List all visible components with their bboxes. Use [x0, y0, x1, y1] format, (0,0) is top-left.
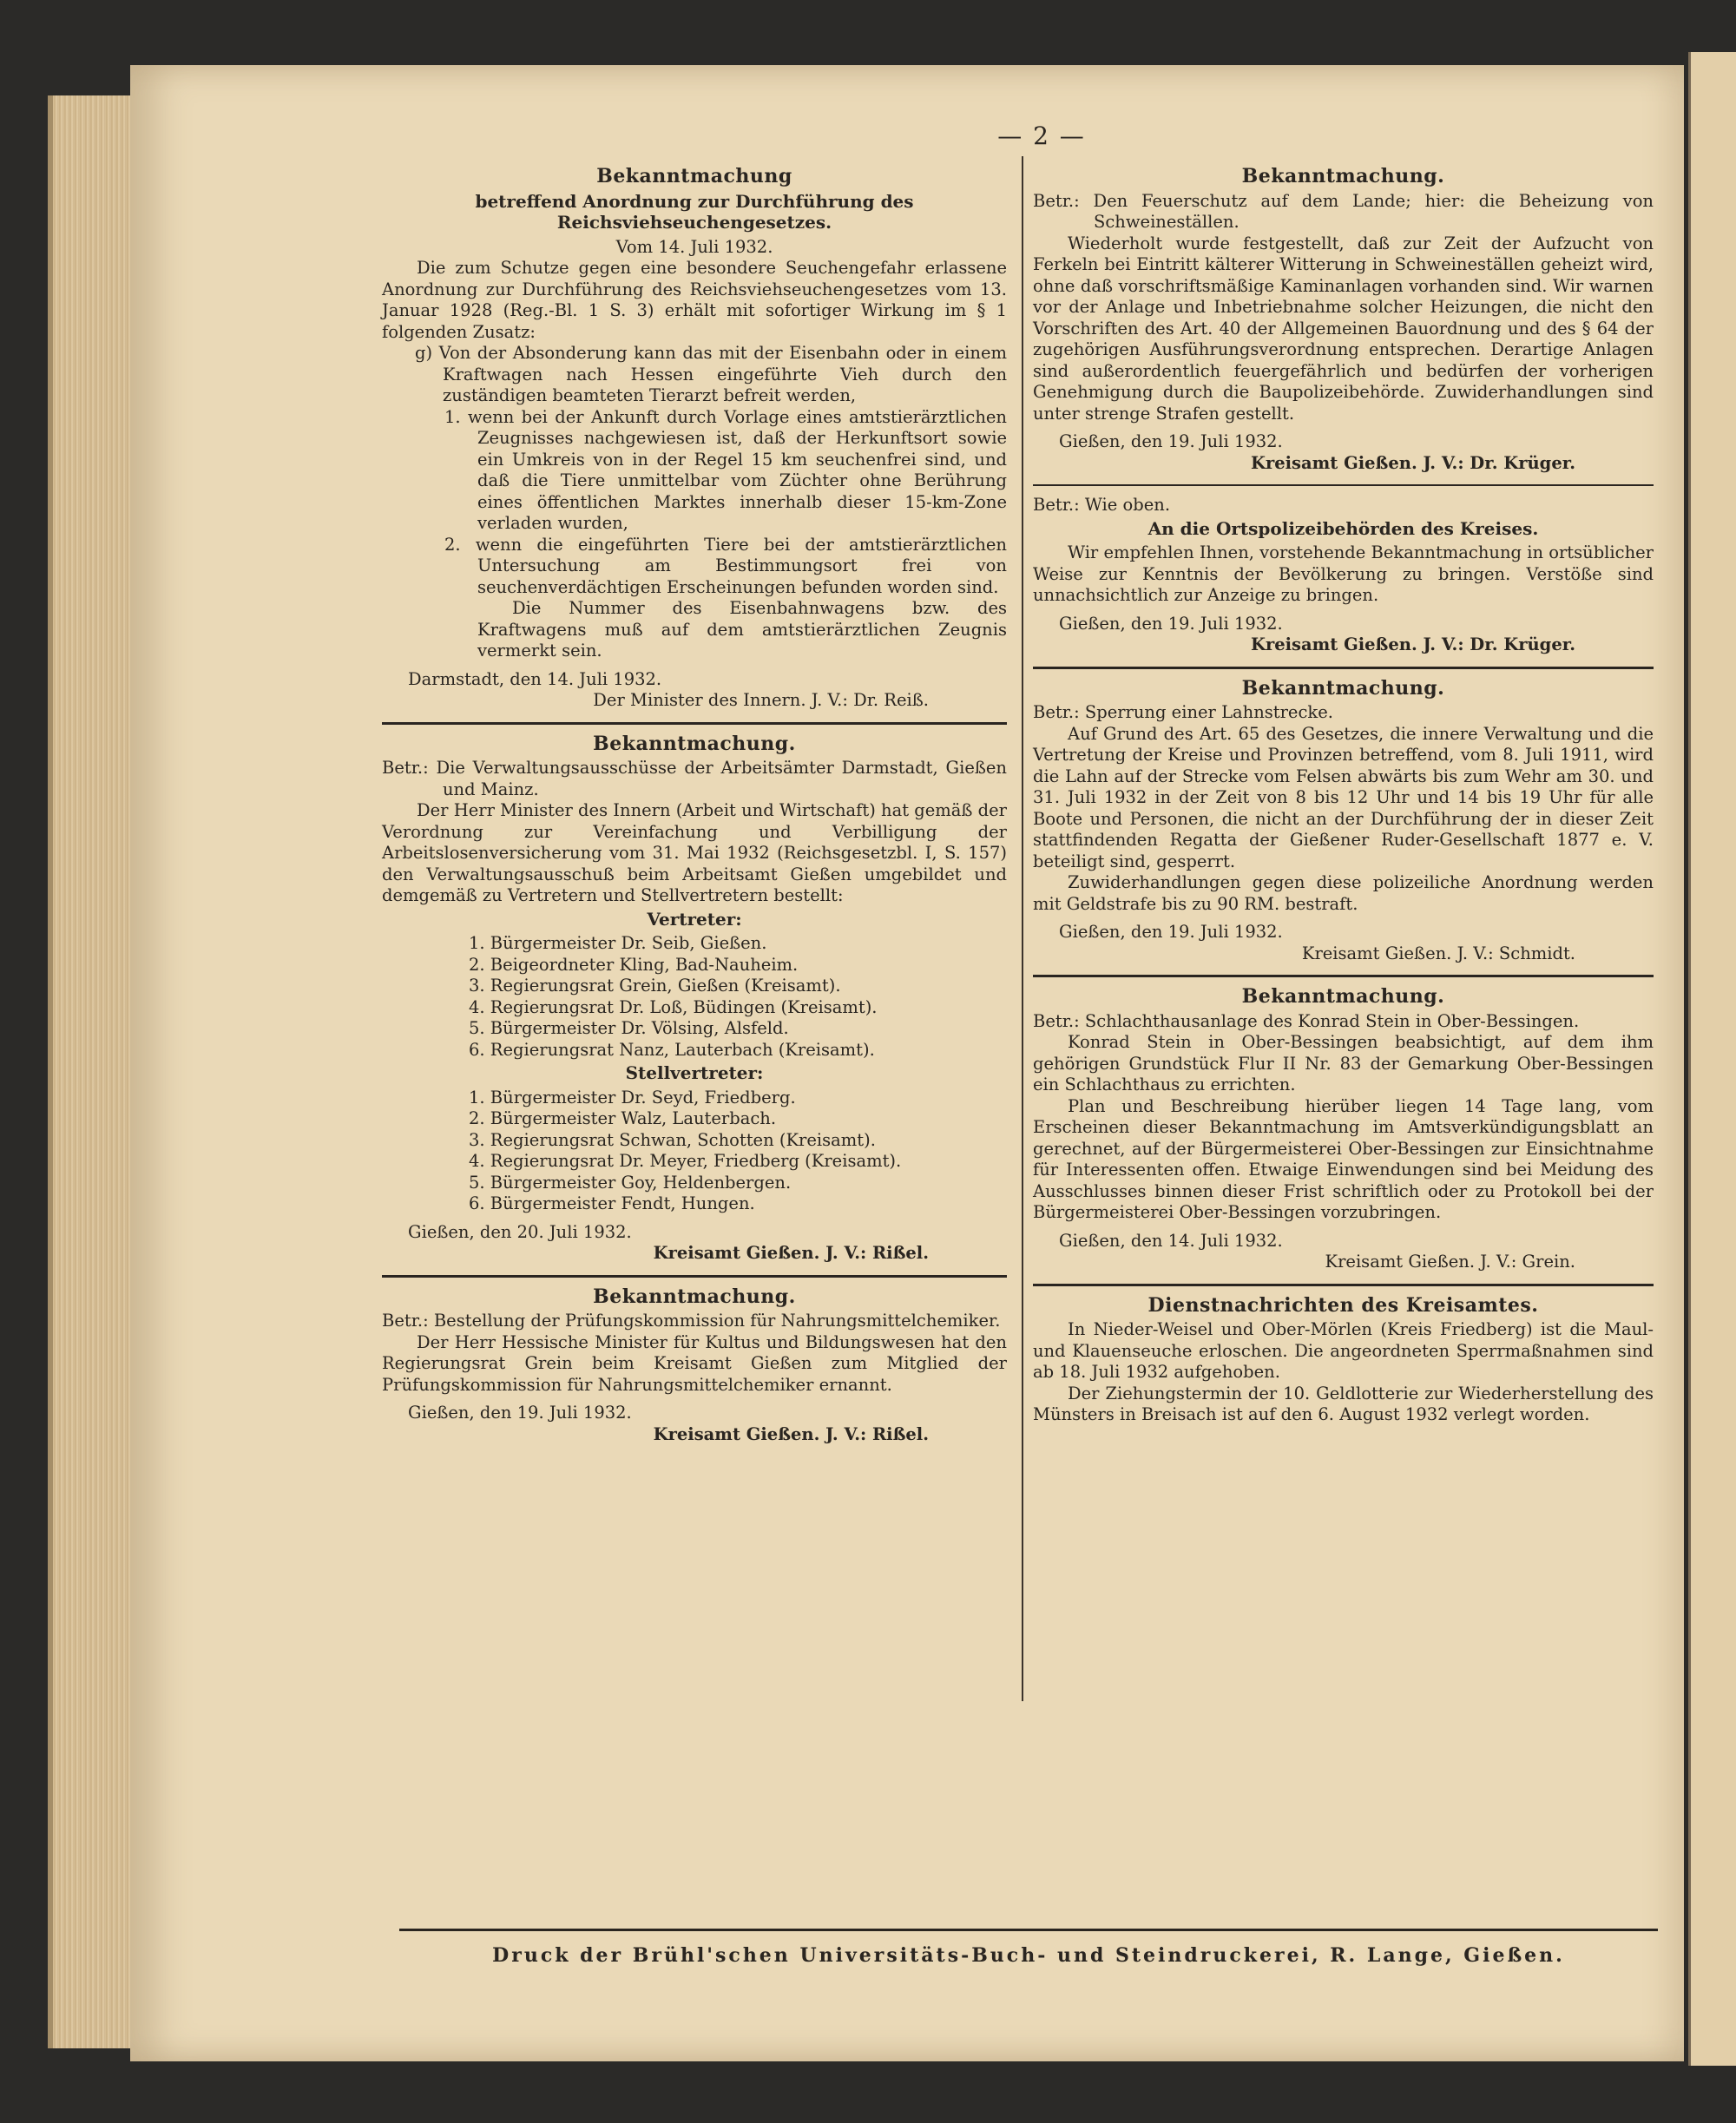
notice-clause-g: g) Von der Absonderung kann das mit der Eisenbahn oder in einem Kraftwagen nach Hessen eingeführte Vieh durch den zuständigen beamteten Tierarzt befreit werden,: [415, 343, 1007, 405]
notice-signature: Kreisamt Gießen. J. V.: Dr. Krüger.: [1251, 634, 1575, 654]
list-item: 5. Bürgermeister Goy, Heldenbergen.: [469, 1172, 792, 1193]
list-item: 3. Regierungsrat Schwan, Schotten (Kreisamt).: [469, 1129, 876, 1150]
notice-heading: Bekanntmachung.: [593, 1285, 796, 1308]
page-number: — 2 —: [997, 122, 1086, 150]
notice-place-date: Gießen, den 19. Juli 1932.: [1059, 922, 1283, 942]
notice-signature: Kreisamt Gießen. J. V.: Dr. Krüger.: [1251, 452, 1575, 473]
notice-dienstnachrichten: [1033, 1295, 1654, 1426]
list-item: 1. Bürgermeister Dr. Seib, Gießen.: [469, 933, 767, 953]
notice-note: Die Nummer des Eisenbahnwagens bzw. des Kraftwagens muß auf dem amtstierärztlichen Zeugnis vermerkt sein.: [477, 598, 1007, 661]
notice-place-date: Gießen, den 20. Juli 1932.: [408, 1221, 632, 1242]
notice-heading: Dienstnachrichten des Kreisamtes.: [1147, 1293, 1539, 1317]
notice-lahnstrecke: [1033, 678, 1654, 965]
list-label-stellvertreter: Stellvertreter:: [625, 1062, 764, 1083]
notice-body: Auf Grund des Art. 65 des Gesetzes, die innere Verwaltung und die Vertretung der Kreise und Provinzen betreffend, vom 8. Juli 1911, wird die Lahn auf der Strecke vom Felsen abwärts bis zum Wehr am 30. und 31. Juli 1932 in der Zeit von 8 bis 12 Uhr und 14 bis 19 Uhr für alle Boote und Personen, die nicht an der Durchführung der in dieser Zeit stattfindenden Regatta der Gießener Ruder-Gesellschaft 1877 e. V. beteiligt sind, gesperrt.: [1033, 723, 1654, 871]
notice-item-1: 1. wenn bei der Ankunft durch Vorlage eines amtstierärztlichen Zeugnisses nachgewiesen ist, daß der Herkunftsort sowie ein Umkreis von in der Regel 15 km seuchenfrei sind, und daß die Tiere unmittelbar vom Züchter ohne Berührung eines öffentlichen Marktes innerhalb dieser 15-km-Zone verladen wurden,: [444, 406, 1007, 533]
list-item: 5. Bürgermeister Dr. Völsing, Alsfeld.: [469, 1018, 789, 1038]
book-page-edges: [48, 95, 135, 2048]
footer-rule: [399, 1929, 1658, 1931]
notice-signature: Kreisamt Gießen. J. V.: Schmidt.: [1301, 943, 1575, 963]
notice-subject: Betr.: Schlachthausanlage des Konrad Stein in Ober-Bessingen.: [1033, 1010, 1580, 1031]
list-vertreter: [382, 933, 1007, 1061]
list-stellvertreter: [382, 1088, 1007, 1215]
notice-body-2: Zuwiderhandlungen gegen diese polizeiliche Anordnung werden mit Geldstrafe bis zu 90 RM. bestraft.: [1033, 872, 1654, 914]
notice-subject: Betr.: Die Verwaltungsausschüsse der Arbeitsämter Darmstadt, Gießen und Mainz.: [382, 758, 1007, 799]
notice-heading: Bekanntmachung.: [1241, 676, 1445, 700]
notice-feuerschutz: [1033, 166, 1654, 474]
notice-body: Wiederholt wurde festgestellt, daß zur Zeit der Aufzucht von Ferkeln bei Eintritt kälterer Witterung in Schweineställen geheizt wird, ohne daß vorschriftsmäßige Kaminanlagen vorhanden sind. Wir warnen vor der Anlage und Inbetriebnahme solcher Heizungen, die nicht den Vorschriften des Art. 40 der Allgemeinen Bauordnung und des § 64 der zugehörigen Ausführungsverordnung entsprechen. Derartige Anlagen sind außerordentlich feuergefährlich und bedürfen der vorherigen Genehmigung durch die Baupolizeibehörde. Zuwiderhandlungen sind unter strenge Strafen gestellt.: [1033, 233, 1654, 424]
notice-heading: Bekanntmachung.: [1241, 165, 1445, 187]
notice-pruefungskommission: [382, 1286, 1007, 1446]
notice-place-date: Gießen, den 19. Juli 1932.: [1059, 431, 1283, 451]
notice-ortspolizei: [1033, 495, 1654, 656]
notice-signature: Kreisamt Gießen. J. V.: Rißel.: [653, 1423, 929, 1444]
notice-body-2: Plan und Beschreibung hierüber liegen 14 Tage lang, vom Erscheinen dieser Bekanntmachung im Amtsverkündigungsblatt an gerechnet, auf der Bürgermeisterei Ober-Bessingen zur Einsichtnahme für Interessenten offen. Etwaige Einwendungen sind bei Meidung des Ausschlusses binnen dieser Frist schriftlich oder zu Protokoll bei der Bürgermeisterei Ober-Bessingen vorzubringen.: [1033, 1095, 1654, 1222]
notice-place-date: Darmstadt, den 14. Juli 1932.: [408, 668, 662, 689]
notice-date: Vom 14. Juli 1932.: [615, 236, 773, 257]
notice-intro: Die zum Schutze gegen eine besondere Seuchengefahr erlassene Anordnung zur Durchführung des Reichsviehseuchengesetzes vom 13. Januar 1928 (Reg.-Bl. 1 S. 3) erhält mit sofortiger Wirkung im § 1 folgenden Zusatz:: [382, 258, 1007, 342]
notice-subheading: betreffend Anordnung zur Durchführung des Reichsviehseuchengesetzes.: [475, 190, 914, 233]
notice-body: In Nieder-Weisel und Ober-Mörlen (Kreis Friedberg) ist die Maul- und Klauenseuche erloschen. Die angeordneten Sperrmaßnahmen sind ab 18. Juli 1932 aufgehoben.: [1033, 1319, 1654, 1382]
notice-body: Der Herr Hessische Minister für Kultus und Bildungswesen hat den Regierungsrat Grein beim Kreisamt Gießen zum Mitglied der Prüfungskommission für Nahrungsmittelchemiker ernannt.: [382, 1331, 1007, 1395]
next-page-edge: [1688, 52, 1736, 2066]
notice-item-2: 2. wenn die eingeführten Tiere bei der amtstierärztlichen Untersuchung am Bestimmungsort frei von seuchenverdächtigen Erscheinungen befunden worden sind.: [444, 534, 1007, 597]
notice-place-date: Gießen, den 14. Juli 1932.: [1059, 1230, 1283, 1251]
list-item: 6. Regierungsrat Nanz, Lauterbach (Kreisamt).: [469, 1039, 875, 1060]
section-rule: [382, 1275, 1007, 1278]
notice-body: Der Herr Minister des Innern (Arbeit und Wirtschaft) hat gemäß der Verordnung zur Vereinfachung und Verbilligung der Arbeitslosenversicherung vom 31. Mai 1932 (Reichsgesetzbl. I, S. 157) den Verwaltungsausschuß beim Arbeitsamt Gießen umgebildet und demgemäß zu Vertretern und Stellvertretern bestellt:: [382, 800, 1007, 905]
notice-viehseuchen: [382, 166, 1007, 712]
notice-signature: Kreisamt Gießen. J. V.: Grein.: [1325, 1252, 1575, 1272]
section-rule: [1033, 1284, 1654, 1286]
notice-heading: Bekanntmachung: [596, 165, 792, 187]
notice-body: Konrad Stein in Ober-Bessingen beabsichtigt, auf dem ihm gehörigen Grundstück Flur II Nr. 83 der Gemarkung Ober-Bessingen ein Schlachthaus zu errichten.: [1033, 1032, 1654, 1094]
notice-place-date: Gießen, den 19. Juli 1932.: [408, 1403, 632, 1423]
list-item: 3. Regierungsrat Grein, Gießen (Kreisamt).: [469, 976, 841, 996]
notice-body-2: Der Ziehungstermin der 10. Geldlotterie zur Wiederherstellung des Münsters in Breisach ist auf den 6. August 1932 verlegt worden.: [1033, 1383, 1654, 1424]
printer-imprint: Druck der Brühl'schen Universitäts-Buch- und Steindruckerei, R. Lange, Gießen.: [492, 1944, 1565, 1967]
notice-subject: Betr.: Sperrung einer Lahnstrecke.: [1033, 702, 1333, 722]
notice-place-date: Gießen, den 19. Juli 1932.: [1059, 613, 1283, 634]
section-rule: [382, 722, 1007, 725]
list-item: 2. Bürgermeister Walz, Lauterbach.: [469, 1108, 777, 1128]
notice-verwaltungsausschuss: [382, 733, 1007, 1265]
notice-signature: Kreisamt Gießen. J. V.: Rißel.: [653, 1243, 929, 1263]
section-rule: [1033, 975, 1654, 977]
column-divider: [1022, 156, 1023, 1701]
notice-signature: Der Minister des Innern. J. V.: Dr. Reiß.: [593, 690, 929, 710]
section-rule: [1033, 484, 1654, 486]
right-column: [1033, 161, 1654, 1426]
list-item: 2. Beigeordneter Kling, Bad-Nauheim.: [469, 954, 799, 975]
notice-subject: Betr.: Den Feuerschutz auf dem Lande; hier: die Beheizung von Schweineställen.: [1033, 190, 1654, 232]
section-rule: [1033, 667, 1654, 669]
list-item: 6. Bürgermeister Fendt, Hungen.: [469, 1193, 755, 1213]
notice-body: Wir empfehlen Ihnen, vorstehende Bekanntmachung in ortsüblicher Weise zur Kenntnis der Bevölkerung zu bringen. Verstöße sind unnachsichtlich zur Anzeige zu bringen.: [1033, 542, 1654, 605]
list-item: 4. Regierungsrat Dr. Meyer, Friedberg (Kreisamt).: [469, 1151, 902, 1171]
notice-heading: Bekanntmachung.: [593, 732, 796, 755]
notice-heading: An die Ortspolizeibehörden des Kreises.: [1147, 517, 1539, 539]
notice-subject: Betr.: Wie oben.: [1033, 495, 1171, 515]
list-item: 4. Regierungsrat Dr. Loß, Büdingen (Kreisamt).: [469, 996, 878, 1017]
list-item: 1. Bürgermeister Dr. Seyd, Friedberg.: [469, 1087, 796, 1108]
notice-heading: Bekanntmachung.: [1241, 985, 1445, 1008]
notice-subject: Betr.: Bestellung der Prüfungskommission für Nahrungsmittelchemiker.: [382, 1311, 1001, 1331]
left-column: [382, 161, 1007, 1449]
list-label-vertreter: Vertreter:: [647, 908, 742, 930]
notice-schlachthaus: [1033, 986, 1654, 1273]
